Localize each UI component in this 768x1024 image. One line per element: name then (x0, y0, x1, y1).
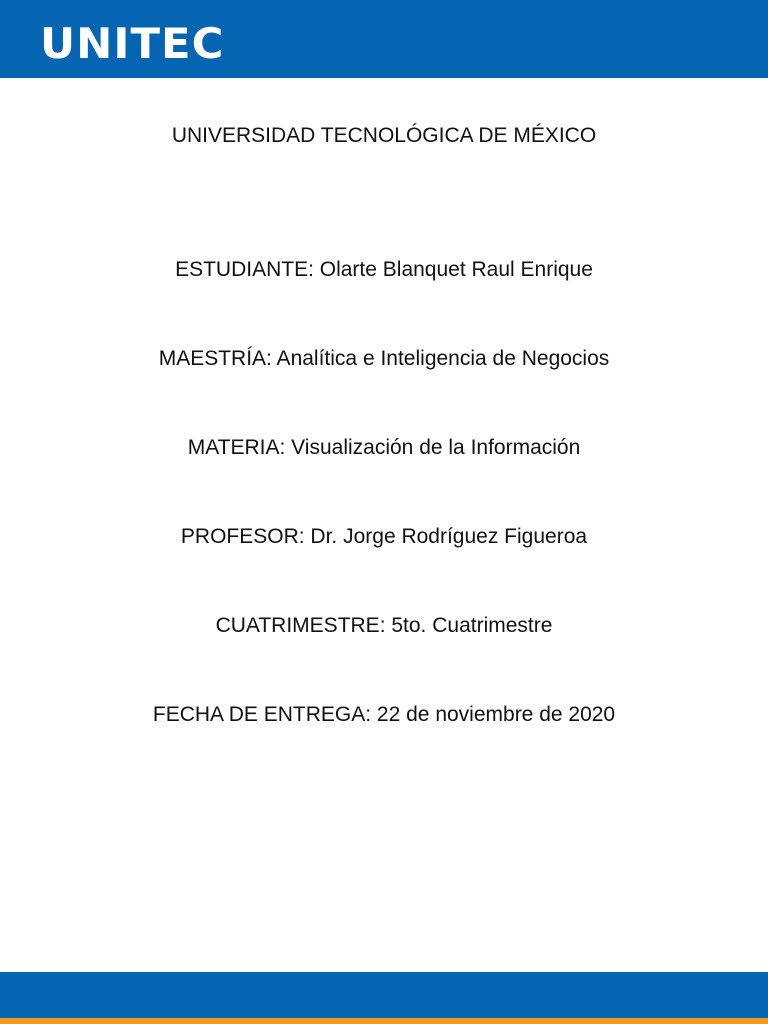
unitec-logo: UNITEC (40, 19, 225, 68)
student-line: ESTUDIANTE: Olarte Blanquet Raul Enrique (175, 258, 593, 281)
footer-accent-stripe (0, 1018, 768, 1024)
subject-line: MATERIA: Visualización de la Información (187, 436, 581, 459)
footer-band (0, 972, 768, 1018)
due-date-line: FECHA DE ENTREGA: 22 de noviembre de 2020 (152, 703, 616, 726)
term-line: CUATRIMESTRE: 5to. Cuatrimestre (215, 614, 553, 637)
masters-line: MAESTRÍA: Analítica e Inteligencia de Negocios (158, 347, 610, 370)
header-band (0, 0, 768, 78)
university-name: UNIVERSIDAD TECNOLÓGICA DE MÉXICO (171, 124, 597, 147)
professor-line: PROFESOR: Dr. Jorge Rodríguez Figueroa (180, 525, 588, 548)
